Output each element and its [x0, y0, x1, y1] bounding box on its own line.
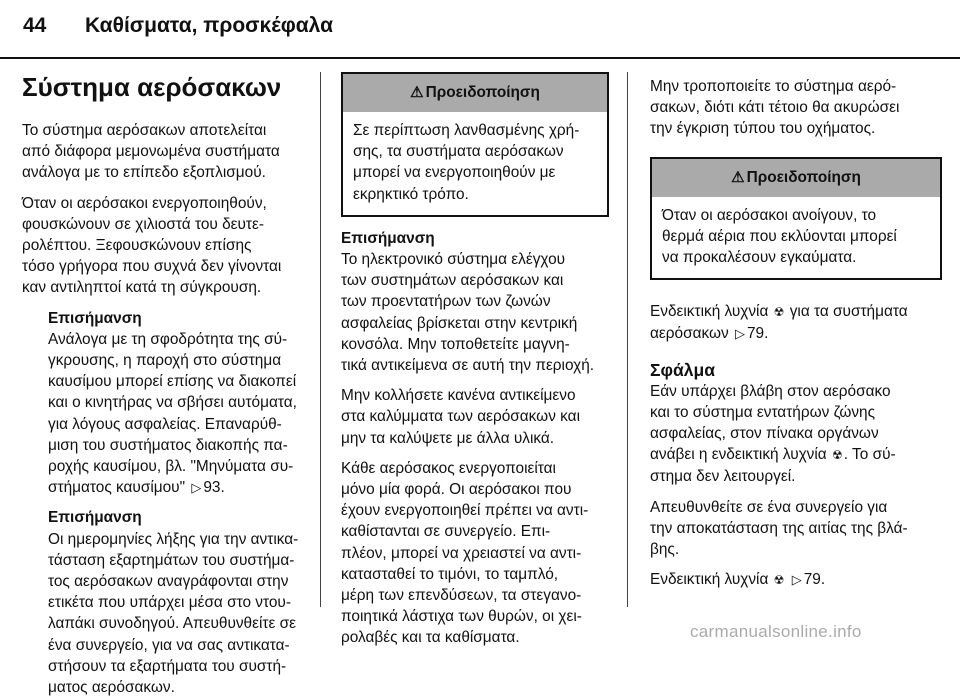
col3-paragraph-3: Απευθυνθείτε σε ένα συνεργείο για την αποκατάσταση της αιτίας της βλά- βης. — [650, 498, 908, 559]
col3-lamp-paragraph: Ενδεικτική λυχνία ☢ για τα συστήματα αερόσακων ▷ 79. — [650, 303, 908, 343]
fault-section: Σφάλμα Εάν υπάρχει βλάβη στον αερόσακο και το σύστημα εντατήρων ζώνης ασφαλείας, στον πίνακα οργάνων ανάβει η ενδεικτική λυχνία ☢. Το σύ- στημα δεν λειτουργεί. — [650, 359, 942, 488]
note-expiry-dates: Επισήμανση Οι ημερομηνίες λήξης για την αντικα- τάσταση εξαρτημάτων του συστήμα- τος αερόσακων αναγράφονται στην ετικέτα που υπάρχει μέσα στο ντου- λαπάκι συνοδηγού. Απευθυνθείτε σε ένα συνεργείο, για να σας αντικατα- στήσουν τα εξαρτήματα του συστή- ματος αερόσακων. — [48, 507, 310, 698]
col2-paragraph-1: Μην κολλήσετε κανένα αντικείμενο στα καλύμματα των αερόσακων και μην τα καλύψετε με άλλα υλικά. — [341, 387, 580, 447]
col1-paragraph-2: Όταν οι αερόσακοι ενεργοποιηθούν, φουσκώνουν σε χιλιοστά του δευτε- ρολέπτου. Ξεφουσκώνουν επίσης τόσο γρήγορα που συχνά δεν γίνονται καν αντιληπτοί κατά τη σύγκρουση. — [22, 194, 282, 297]
warning-title: Προειδοποίηση — [425, 84, 540, 101]
note-fuel-cutoff: Επισήμανση Ανάλογα με τη σφοδρότητα της σύ- γκρουσης, η παροχή στο σύστημα καυσίμου μπορεί επίσης να διακοπεί και ο κινητήρας να σβήσει αυτόματα, για λόγους ασφαλείας. Επαναρύθ- μιση του συστήματος διακοπής πα- ροχής καυσίμου, βλ. "Μηνύματα συ- στήματος καυσίμου" ▷ 93. — [48, 308, 310, 499]
fault-title: Σφάλμα — [650, 359, 715, 380]
warning-title: Προειδοποίηση — [746, 168, 861, 186]
page-reference-link[interactable]: 93. — [203, 479, 225, 497]
airbag-lamp-icon: ☢ — [773, 573, 785, 588]
page-reference-link[interactable]: 79. — [746, 325, 769, 343]
page-reference-icon: ▷ — [734, 326, 745, 342]
col3-paragraph-4: Ενδεικτική λυχνία ☢ ▷ 79. — [650, 571, 826, 589]
column-2 — [341, 72, 609, 649]
column-divider — [320, 72, 321, 607]
col1-paragraph-1: Το σύστημα αερόσακων αποτελείται από διάφορα μεμονωμένα συστήματα ανάλογα με το επίπεδο εξοπλισμού. — [22, 122, 280, 182]
warning-box-burns — [650, 157, 942, 281]
page-header — [0, 0, 960, 58]
column-divider — [627, 72, 628, 607]
chapter-title: Καθίσματα, προσκέφαλα — [85, 14, 333, 37]
warning-box-misuse — [341, 72, 609, 217]
note-title: Επισήμανση — [48, 309, 142, 327]
watermark: carmanualsonline.info — [690, 622, 862, 641]
warning-triangle-icon: ⚠ — [410, 84, 424, 101]
page-reference-icon: ▷ — [791, 572, 802, 588]
page-number: 44 — [23, 14, 47, 37]
note-control-electronics: Επισήμανση Το ηλεκτρονικό σύστημα ελέγχου των συστημάτων αερόσακων και των προεντατήρων των ζωνών ασφαλείας βρίσκεται στην κεντρική κονσόλα. Μην τοποθετείτε μαγνη- τικά αντικείμενα σε αυτή την περιοχή. — [341, 228, 609, 376]
warning-header — [343, 74, 607, 112]
warning-triangle-icon: ⚠ — [731, 168, 745, 186]
note-title: Επισήμανση — [341, 229, 435, 247]
col2-paragraph-2: Κάθε αερόσακος ενεργοποιείται μόνο μία φορά. Οι αερόσακοι που έχουν ενεργοποιηθεί πρέπει να αντι- καθίστανται σε συνεργείο. Επι- πλέον, μπορεί να χρειαστεί να αντι- κατασταθεί το τιμόνι, το ταμπλό, μέρη των επενδύσεων, τα στεγανο- ποιητικά λάστιχα των θυρών, οι χει- ρολαβές και τα καθίσματα. — [341, 459, 589, 647]
col3-paragraph-1: Μην τροποποιείτε το σύστημα αερό- σακων, διότι κάτι τέτοιο θα ακυρώσει την έγκριση τύπου του οχήματος. — [650, 78, 900, 138]
column-1 — [22, 72, 310, 698]
warning-text: Σε περίπτωση λανθασμένης χρή- σης, τα συστήματα αερόσακων μπορεί να ενεργοποιηθούν με εκρηκτικό τρόπο. — [353, 122, 580, 203]
page-reference-link[interactable]: 79. — [803, 571, 826, 589]
column-3 — [650, 76, 942, 591]
warning-header — [652, 159, 940, 197]
header-rule — [0, 57, 960, 59]
page-reference-icon: ▷ — [191, 480, 202, 496]
note-title: Επισήμανση — [48, 509, 142, 527]
section-title-airbag-system: Σύστημα αερόσακων — [22, 72, 282, 102]
airbag-lamp-icon: ☢ — [773, 305, 785, 320]
warning-text: Όταν οι αερόσακοι ανοίγουν, το θερμά αέρια που εκλύονται μπορεί να προκαλέσουν εγκαύματα. — [662, 206, 897, 267]
airbag-lamp-icon: ☢ — [831, 448, 843, 463]
